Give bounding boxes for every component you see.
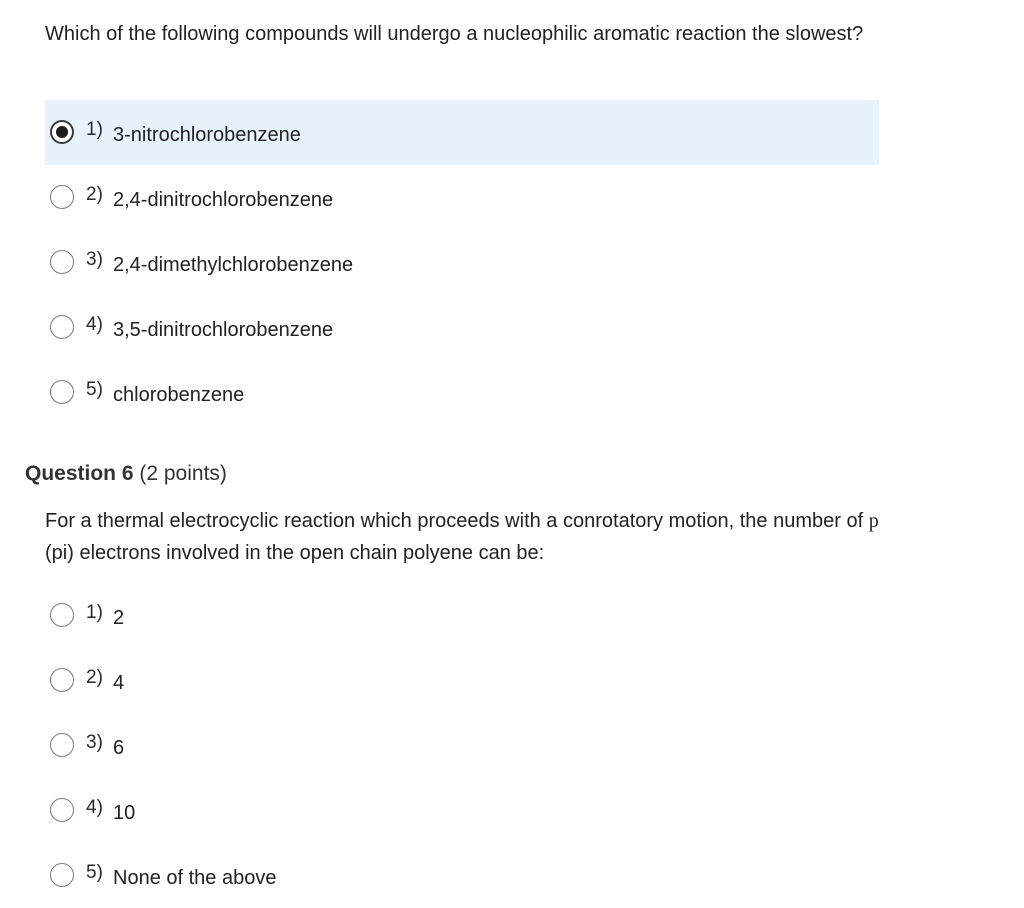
option-number: 2)	[86, 183, 103, 205]
q6-option-1[interactable]	[45, 583, 879, 648]
option-number: 4)	[86, 796, 103, 818]
option-number: 4)	[86, 313, 103, 335]
q6-option-5[interactable]	[45, 843, 879, 908]
option-number: 3)	[86, 248, 103, 270]
radio-button[interactable]	[50, 863, 74, 887]
q5-option-4[interactable]	[45, 295, 879, 360]
pi-symbol: p	[868, 510, 879, 532]
q5-option-5[interactable]	[45, 360, 879, 425]
radio-button[interactable]	[50, 315, 74, 339]
option-label: 10	[113, 801, 136, 824]
option-number: 1)	[86, 118, 103, 140]
radio-button[interactable]	[50, 250, 74, 274]
question-5-options	[45, 100, 879, 425]
question-points: (2 points)	[139, 462, 227, 485]
radio-button[interactable]	[50, 185, 74, 209]
radio-button[interactable]	[50, 603, 74, 627]
option-label: 2,4-dimethylchlorobenzene	[113, 253, 354, 276]
radio-dot-icon	[56, 126, 68, 138]
q5-option-3[interactable]	[45, 230, 879, 295]
option-number: 5)	[86, 378, 103, 400]
q5-option-2[interactable]	[45, 165, 879, 230]
option-number: 5)	[86, 861, 103, 883]
q6-option-4[interactable]	[45, 778, 879, 843]
prompt-text: (pi) electrons involved in the open chain polyene can be:	[45, 542, 545, 564]
question-6-prompt	[45, 505, 885, 569]
option-label: 2	[113, 606, 125, 629]
question-6-options	[45, 583, 879, 908]
q5-option-1[interactable]	[45, 100, 879, 165]
q6-option-2[interactable]	[45, 648, 879, 713]
question-title: Question 6	[25, 462, 134, 485]
option-label: None of the above	[113, 866, 277, 889]
option-label: 4	[113, 671, 125, 694]
option-number: 3)	[86, 731, 103, 753]
radio-button-selected[interactable]	[50, 120, 74, 144]
radio-button[interactable]	[50, 798, 74, 822]
prompt-text: For a thermal electrocyclic reaction which proceeds with a conrotatory motion, the number of	[45, 510, 869, 532]
option-label: 6	[113, 736, 125, 759]
option-number: 1)	[86, 601, 103, 623]
question-6-header	[25, 458, 227, 490]
radio-button[interactable]	[50, 380, 74, 404]
option-label: 3,5-dinitrochlorobenzene	[113, 318, 334, 341]
radio-button[interactable]	[50, 733, 74, 757]
radio-button[interactable]	[50, 668, 74, 692]
option-label: chlorobenzene	[113, 383, 245, 406]
option-number: 2)	[86, 666, 103, 688]
top-edge	[0, 0, 1024, 4]
option-label: 2,4-dinitrochlorobenzene	[113, 188, 334, 211]
q6-option-3[interactable]	[45, 713, 879, 778]
option-label: 3-nitrochlorobenzene	[113, 123, 301, 146]
question-5-prompt: Which of the following compounds will undergo a nucleophilic aromatic reaction the slowest?	[45, 23, 864, 45]
